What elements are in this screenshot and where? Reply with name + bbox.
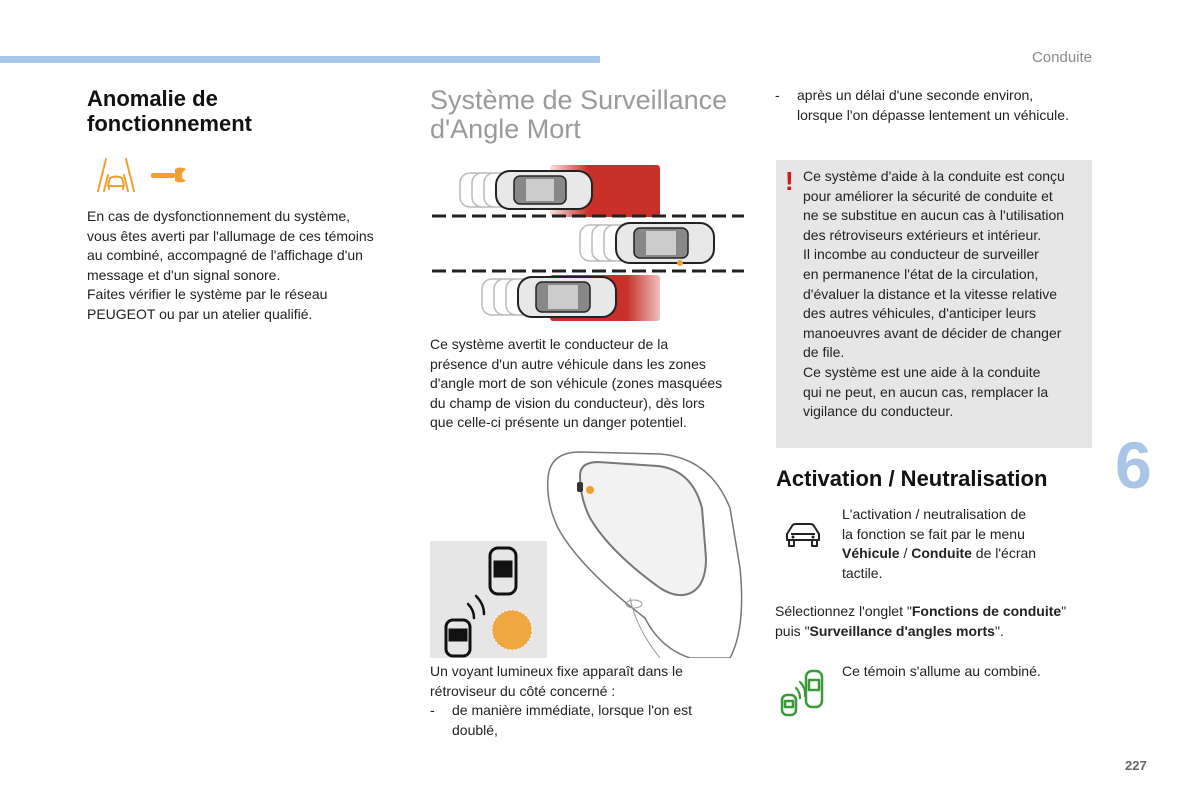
bullet-delayed [775, 86, 1095, 125]
warning-line-7: d'évaluer la distance et la vitesse relative [803, 285, 1058, 302]
activation-paragraph [842, 505, 1097, 583]
warning-line-13: vigilance du conducteur. [803, 403, 954, 420]
left-line-4: message et d'un signal sonore. [87, 266, 281, 283]
left-paragraph [87, 207, 407, 325]
middle-title-line2: d'Angle Mort [430, 114, 581, 144]
left-line-3: au combiné, accompagné de l'affichage d'un [87, 247, 363, 264]
blind-spot-zones-illustration [430, 163, 746, 328]
left-title-line1: Anomalie de [87, 86, 218, 111]
menu-suffix: de l'écran [971, 545, 1037, 562]
middle-light-paragraph [430, 662, 750, 740]
middle-intro-line-1: Ce système avertit le conducteur de la [430, 336, 669, 352]
inset-warning-light [492, 610, 532, 650]
warning-text [803, 167, 1093, 422]
middle-intro-line-2: présence d'un autre véhicule dans les zones [430, 355, 706, 372]
bullet1-line-1: de manière immédiate, lorsque l'on est [452, 702, 693, 719]
menu-vehicle: Véhicule [842, 545, 900, 562]
warning-line-10: de file. [803, 344, 845, 361]
car-menu-icon [783, 520, 823, 557]
warning-line-6: en permanence l'état de la circulation, [803, 265, 1039, 282]
section-label: Conduite [1031, 49, 1092, 66]
blind-spot-warning-icon [90, 153, 142, 200]
car-left-lane [496, 171, 592, 209]
warning-line-9: manoeuvres avant de décider de changer [803, 324, 1062, 341]
indicator-text: Ce témoin s'allume au combiné. [842, 663, 1041, 679]
blind-spot-indicator-icon [778, 668, 828, 723]
bullet2-line-1: après un délai d'une seconde environ, [797, 87, 1034, 103]
middle-intro-paragraph [430, 335, 750, 433]
middle-title [430, 86, 727, 144]
left-title [87, 86, 252, 136]
indicator-paragraph [842, 662, 1097, 682]
bullet2-line-2: lorsque l'on dépasse lentement un véhicule. [797, 106, 1069, 123]
warning-line-1: Ce système d'aide à la conduite est conçu [803, 168, 1065, 184]
warning-line-2: pour améliorer la sécurité de conduite et [803, 187, 1053, 204]
mirror-illustration [430, 448, 748, 663]
activation-line-2: la fonction se fait par le menu [842, 525, 1025, 542]
left-line-6: PEUGEOT ou par un atelier qualifié. [87, 305, 313, 322]
left-line-1: En cas de dysfonctionnement du système, [87, 208, 351, 224]
select-mid: " [1061, 603, 1067, 619]
activation-title-text: Activation / Neutralisation [776, 466, 1048, 491]
car-right-lane [518, 277, 616, 317]
middle-intro-line-4: du champ de vision du conducteur), dès lors [430, 394, 705, 411]
menu-driving: Conduite [911, 545, 972, 562]
left-line-5: Faites vérifier le système par le réseau [87, 286, 328, 303]
warning-line-12: qui ne peut, en aucun cas, remplacer la [803, 383, 1049, 400]
bullet-immediate [430, 701, 750, 740]
menu-separator: / [899, 545, 912, 562]
activation-line-4: tactile. [842, 564, 883, 581]
middle-title-line1: Système de Surveillance [430, 85, 728, 115]
warning-line-4: des rétroviseurs extérieurs et intérieur. [803, 226, 1042, 243]
warning-line-11: Ce système est une aide à la conduite [803, 363, 1041, 380]
car-own-vehicle [616, 223, 714, 266]
chapter-number: 6 [1115, 428, 1152, 502]
header-color-bar [0, 56, 600, 63]
warning-exclamation-icon: ! [785, 166, 794, 196]
tab-driving-functions: Fonctions de conduite [911, 603, 1062, 619]
select-tab-paragraph [775, 602, 1097, 641]
page-number: 227 [1125, 758, 1147, 773]
select-end: ". [994, 622, 1004, 639]
left-title-line2: fonctionnement [87, 111, 252, 136]
bullet-dash: - [430, 702, 435, 719]
middle-intro-line-3: d'angle mort de son véhicule (zones masquées [430, 375, 723, 392]
light-line-1: Un voyant lumineux fixe apparaît dans le [430, 663, 683, 679]
bullet-dash: - [775, 87, 780, 103]
left-line-2: vous êtes averti par l'allumage de ces témoins [87, 227, 374, 244]
activation-title [776, 466, 1047, 491]
warning-line-8: des autres véhicules, d'anticiper leurs [803, 305, 1037, 322]
select-prefix: Sélectionnez l'onglet " [775, 603, 912, 619]
bullet1-line-2: doublé, [452, 721, 498, 738]
warning-line-5: Il incombe au conducteur de surveiller [803, 246, 1039, 263]
select-puis: puis " [775, 622, 810, 639]
warning-line-3: ne se substitue en aucun cas à l'utilisation [803, 207, 1065, 224]
light-line-2: rétroviseur du côté concerné : [430, 682, 616, 699]
wrench-icon [149, 165, 189, 190]
tab-blind-spot: Surveillance d'angles morts [809, 622, 995, 639]
activation-line-1: L'activation / neutralisation de [842, 506, 1027, 522]
middle-intro-line-5: que celle-ci présente un danger potentiel. [430, 414, 687, 431]
